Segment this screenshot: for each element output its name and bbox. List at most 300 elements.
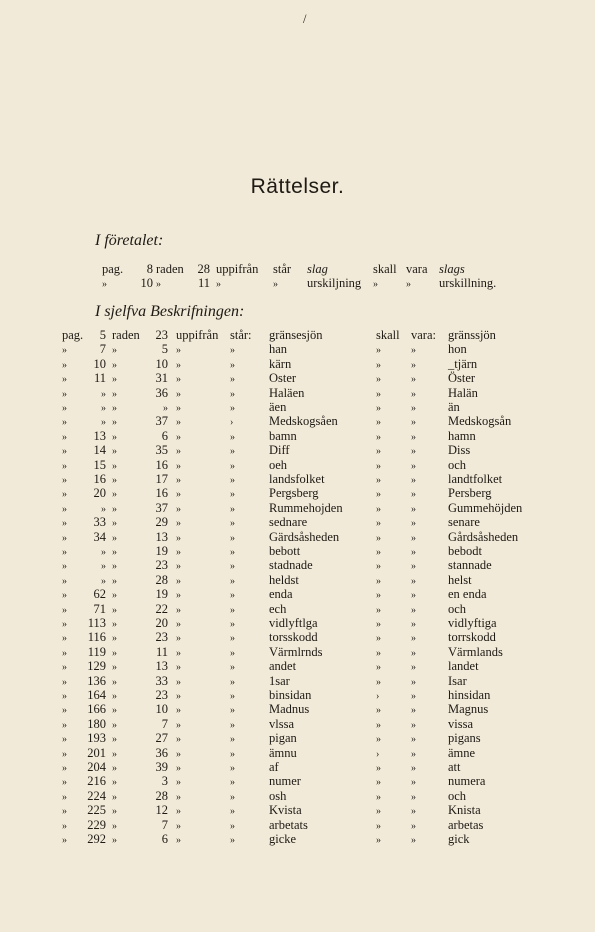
- errata-pre: »: [62, 417, 67, 429]
- errata-col-raden: »: [112, 345, 117, 357]
- errata-skall: »: [376, 403, 381, 414]
- errata-line: 7: [161, 817, 168, 832]
- errata-right: Knista: [448, 803, 481, 818]
- errata-line: 36: [155, 745, 168, 760]
- errata-col-raden: »: [112, 547, 117, 558]
- errata-col-raden: »: [112, 763, 117, 774]
- errata-pre: »: [62, 791, 67, 803]
- errata-page: 10: [93, 356, 106, 371]
- errata-col-star: »: [230, 575, 235, 587]
- errata-col-star: »: [230, 518, 235, 530]
- errata-skall: »: [376, 777, 381, 789]
- errata-col-star: »: [230, 359, 235, 371]
- errata-skall: skall: [373, 262, 397, 276]
- errata-skall: »: [376, 662, 381, 674]
- errata-line: 28: [197, 262, 210, 276]
- errata-vara: »: [411, 604, 416, 616]
- errata-col-dir: »: [176, 734, 181, 746]
- errata-col-dir: »: [176, 475, 181, 486]
- errata-wrong: 1sar: [269, 673, 290, 688]
- errata-line: 20: [155, 616, 168, 630]
- errata-skall: »: [376, 647, 381, 659]
- errata-skall: »: [376, 604, 381, 616]
- errata-page: 13: [93, 428, 106, 443]
- errata-page: 7: [99, 342, 106, 357]
- errata-page: 10: [140, 276, 153, 290]
- errata-pre: »: [62, 820, 67, 832]
- errata-col-star: »: [230, 475, 235, 486]
- errata-vara: »: [411, 763, 416, 774]
- errata-skall: »: [376, 763, 381, 774]
- errata-right: Persberg: [448, 486, 492, 501]
- errata-skall: »: [376, 676, 381, 688]
- errata-right: Medskogsån: [448, 414, 512, 429]
- errata-vara: »: [411, 734, 416, 746]
- errata-vara: »: [411, 647, 416, 659]
- errata-skall: »: [376, 547, 381, 558]
- errata-col-dir: »: [176, 547, 181, 558]
- errata-line: 13: [155, 529, 168, 544]
- errata-col-star: »: [230, 403, 235, 414]
- errata-right: och: [448, 788, 467, 803]
- errata-vara: »: [411, 388, 416, 400]
- errata-skall: »: [376, 475, 381, 486]
- errata-pre: »: [62, 388, 67, 400]
- errata-wrong: vidlyftlga: [269, 616, 318, 630]
- errata-pre: »: [62, 431, 67, 443]
- errata-col-star: »: [230, 345, 235, 357]
- errata-col-star: »: [230, 604, 235, 616]
- errata-pre: »: [62, 734, 67, 746]
- errata-col-dir: »: [176, 446, 181, 458]
- errata-col-star: står: [273, 262, 292, 276]
- errata-wrong: Gärdsåsheden: [269, 529, 340, 544]
- errata-col-dir: »: [176, 835, 181, 846]
- errata-line: 19: [155, 587, 168, 602]
- errata-page: 20: [93, 486, 106, 501]
- errata-skall: »: [376, 518, 381, 530]
- errata-skall: »: [376, 359, 381, 371]
- errata-vara: »: [411, 518, 416, 530]
- errata-vara: »: [411, 359, 416, 371]
- errata-right: än: [448, 400, 460, 414]
- errata-vara: »: [411, 489, 416, 501]
- errata-wrong: landsfolket: [269, 472, 325, 486]
- errata-vara: »: [411, 561, 416, 573]
- errata-col-dir: »: [176, 791, 181, 803]
- errata-col-dir: »: [176, 806, 181, 818]
- errata-skall: skall: [376, 328, 400, 342]
- errata-page: 14: [93, 443, 106, 458]
- errata-page: 204: [87, 760, 106, 774]
- errata-pre: »: [62, 763, 67, 774]
- errata-pre: »: [62, 575, 67, 587]
- errata-skall: »: [376, 431, 381, 443]
- errata-col-raden: »: [112, 791, 117, 803]
- errata-line: 3: [161, 774, 168, 789]
- errata-line: 13: [155, 659, 168, 674]
- errata-line: 39: [155, 760, 168, 774]
- errata-col-dir: »: [176, 777, 181, 789]
- errata-skall: »: [376, 633, 381, 645]
- errata-wrong: äen: [269, 400, 287, 414]
- errata-right: att: [448, 760, 461, 774]
- errata-page: 164: [87, 688, 106, 702]
- errata-page: »: [101, 547, 106, 558]
- errata-vara: »: [411, 460, 416, 472]
- errata-col-star: »: [230, 777, 235, 789]
- errata-skall: »: [376, 820, 381, 832]
- errata-line: 28: [155, 788, 168, 803]
- errata-right: landtfolket: [448, 472, 503, 486]
- errata-page: 16: [93, 472, 106, 486]
- errata-col-dir: »: [176, 345, 181, 357]
- errata-col-raden: »: [112, 691, 117, 702]
- errata-col-star: »: [230, 791, 235, 803]
- errata-col-dir: »: [176, 676, 181, 688]
- errata-col-raden: »: [112, 719, 117, 731]
- errata-page: 5: [99, 328, 106, 342]
- errata-right: Gummehöjden: [448, 500, 523, 515]
- errata-right: vissa: [448, 716, 473, 731]
- errata-wrong: binsidan: [269, 688, 312, 702]
- errata-page: 116: [87, 630, 106, 645]
- errata-vara: »: [411, 633, 416, 645]
- errata-line: 11: [197, 276, 210, 290]
- errata-right: vidlyftiga: [448, 616, 497, 630]
- errata-vara: »: [411, 431, 416, 443]
- errata-col-dir: »: [176, 431, 181, 443]
- errata-wrong: stadnade: [269, 558, 313, 573]
- errata-right: hinsidan: [448, 688, 491, 702]
- errata-pre: »: [62, 359, 67, 371]
- errata-page: »: [101, 561, 106, 573]
- errata-col-raden: »: [112, 590, 117, 602]
- errata-vara: »: [411, 446, 416, 458]
- errata-wrong: arbetats: [269, 817, 308, 832]
- errata-col-star: »: [230, 590, 235, 602]
- errata-line: 10: [155, 702, 168, 717]
- errata-wrong: ämnu: [269, 745, 297, 760]
- errata-pre: »: [62, 460, 67, 472]
- errata-line: 37: [155, 500, 168, 515]
- errata-right: Värmlands: [448, 644, 503, 659]
- errata-col-raden: »: [156, 279, 161, 290]
- errata-line: 28: [155, 572, 168, 587]
- errata-col-raden: »: [112, 734, 117, 746]
- errata-vara: »: [411, 835, 416, 846]
- errata-col-dir: »: [176, 489, 181, 501]
- errata-col-raden: »: [112, 489, 117, 501]
- errata-skall: »: [376, 532, 381, 544]
- errata-wrong: osh: [269, 788, 287, 803]
- errata-vara: »: [406, 279, 411, 290]
- errata-skall: »: [376, 719, 381, 731]
- errata-wrong: numer: [269, 774, 301, 789]
- errata-col-raden: »: [112, 748, 117, 760]
- errata-vara: »: [411, 662, 416, 674]
- errata-right: Diss: [448, 443, 471, 458]
- errata-col-raden: raden: [156, 262, 184, 276]
- errata-wrong: pigan: [269, 731, 297, 746]
- errata-page: 119: [87, 644, 106, 659]
- errata-col-raden: »: [112, 676, 117, 688]
- errata-pre: »: [62, 374, 67, 386]
- errata-right: senare: [448, 515, 480, 530]
- errata-vara: »: [411, 547, 416, 558]
- errata-col-raden: »: [112, 647, 117, 659]
- errata-line: 6: [161, 428, 168, 443]
- errata-col-star: »: [230, 691, 235, 702]
- errata-skall: »: [376, 345, 381, 357]
- errata-pre: »: [62, 619, 67, 630]
- errata-skall: »: [376, 374, 381, 386]
- errata-page: 216: [87, 774, 106, 789]
- errata-right: arbetas: [448, 817, 484, 832]
- errata-wrong: slag: [307, 262, 328, 276]
- errata-col-star: »: [230, 374, 235, 386]
- errata-skall: »: [376, 791, 381, 803]
- errata-skall: »: [376, 806, 381, 818]
- errata-pre: »: [62, 446, 67, 458]
- errata-vara: »: [411, 374, 416, 386]
- errata-col-raden: »: [112, 777, 117, 789]
- errata-col-raden: »: [112, 835, 117, 846]
- section-heading: I sjelfva Beskrifningen:: [95, 303, 245, 320]
- errata-col-raden: »: [112, 403, 117, 414]
- errata-line: 6: [161, 832, 168, 846]
- errata-right: torrskodd: [448, 630, 496, 645]
- errata-vara: »: [411, 676, 416, 688]
- errata-col-dir: »: [176, 561, 181, 573]
- errata-page: »: [101, 503, 106, 515]
- errata-col-star: »: [230, 734, 235, 746]
- errata-wrong: Medskogsåen: [269, 414, 338, 429]
- errata-page: 136: [87, 673, 106, 688]
- errata-line: 23: [155, 630, 168, 645]
- errata-line: 35: [155, 443, 168, 458]
- errata-col-dir: »: [176, 820, 181, 832]
- errata-col-dir: uppifrån: [176, 328, 219, 342]
- errata-skall: »: [376, 417, 381, 429]
- errata-pre: »: [62, 647, 67, 659]
- errata-pre: »: [62, 676, 67, 688]
- errata-vara: »: [411, 691, 416, 702]
- errata-col-dir: »: [176, 532, 181, 544]
- errata-pre: pag.: [62, 328, 84, 342]
- errata-col-dir: »: [176, 388, 181, 400]
- errata-wrong: gränsesjön: [269, 328, 323, 342]
- errata-col-dir: »: [176, 417, 181, 429]
- errata-page: 11: [93, 371, 106, 386]
- errata-right: landet: [448, 659, 479, 674]
- errata-col-star: »: [230, 820, 235, 832]
- errata-col-raden: »: [112, 446, 117, 458]
- errata-skall: »: [376, 489, 381, 501]
- errata-col-dir: »: [176, 719, 181, 731]
- errata-wrong: Oster: [269, 371, 297, 386]
- errata-right: helst: [448, 572, 472, 587]
- errata-col-star: ›: [230, 417, 234, 429]
- errata-col-raden: »: [112, 806, 117, 818]
- errata-wrong: oeh: [269, 457, 288, 472]
- errata-vara: »: [411, 791, 416, 803]
- errata-page: »: [101, 417, 106, 429]
- errata-pre: »: [62, 489, 67, 501]
- errata-right: _tjärn: [448, 356, 478, 371]
- errata-skall: »: [376, 590, 381, 602]
- errata-vara: »: [411, 590, 416, 602]
- errata-page: 193: [87, 731, 106, 746]
- errata-wrong: urskiljning: [307, 276, 362, 290]
- errata-right: slags: [439, 262, 465, 276]
- errata-pre: »: [62, 518, 67, 530]
- errata-col-raden: »: [112, 619, 117, 630]
- errata-col-dir: »: [216, 279, 221, 290]
- errata-wrong: Värmlrnds: [269, 644, 323, 659]
- errata-pre: »: [62, 719, 67, 731]
- errata-right: Gårdsåsheden: [448, 529, 519, 544]
- errata-line: 5: [161, 342, 168, 357]
- errata-pre: »: [62, 633, 67, 645]
- errata-wrong: heldst: [269, 572, 299, 587]
- errata-right: numera: [448, 774, 486, 789]
- errata-skall: »: [376, 575, 381, 587]
- errata-vara: »: [411, 705, 416, 717]
- errata-line: 7: [161, 716, 168, 731]
- errata-vara: »: [411, 503, 416, 515]
- errata-col-star: »: [230, 835, 235, 846]
- errata-skall: ›: [376, 691, 380, 702]
- errata-vara: »: [411, 748, 416, 760]
- errata-page: 71: [93, 601, 106, 616]
- errata-wrong: bamn: [269, 428, 297, 443]
- errata-wrong: vlssa: [269, 716, 294, 731]
- errata-line: 23: [155, 328, 168, 342]
- errata-line: 12: [155, 803, 168, 818]
- errata-col-dir: »: [176, 590, 181, 602]
- section-heading: I företalet:: [95, 232, 164, 249]
- errata-col-star: »: [230, 719, 235, 731]
- errata-line: 31: [155, 371, 168, 386]
- errata-skall: »: [376, 460, 381, 472]
- errata-wrong: torsskodd: [269, 630, 318, 645]
- errata-wrong: Diff: [269, 443, 290, 458]
- errata-col-star: »: [230, 647, 235, 659]
- errata-page: 15: [93, 457, 106, 472]
- errata-col-star: »: [230, 431, 235, 443]
- errata-right: Halän: [448, 385, 478, 400]
- errata-line: 36: [155, 385, 168, 400]
- errata-page: 201: [87, 745, 106, 760]
- errata-right: hon: [448, 342, 467, 357]
- errata-pre: »: [102, 279, 107, 290]
- errata-right: stannade: [448, 558, 492, 573]
- errata-wrong: Madnus: [269, 702, 310, 717]
- errata-line: 29: [155, 515, 168, 530]
- errata-right: bebodt: [448, 544, 483, 558]
- errata-vara: »: [411, 719, 416, 731]
- errata-vara: »: [411, 777, 416, 789]
- errata-page: »: [101, 403, 106, 414]
- errata-right: gick: [448, 832, 470, 846]
- errata-vara: »: [411, 806, 416, 818]
- errata-col-raden: »: [112, 518, 117, 530]
- errata-col-star: »: [273, 279, 278, 290]
- errata-col-dir: »: [176, 359, 181, 371]
- errata-pre: »: [62, 691, 67, 702]
- errata-col-star: »: [230, 532, 235, 544]
- errata-col-dir: »: [176, 604, 181, 616]
- errata-pre: »: [62, 604, 67, 616]
- errata-skall: »: [376, 388, 381, 400]
- errata-wrong: andet: [269, 659, 297, 674]
- errata-skall: »: [376, 561, 381, 573]
- errata-col-raden: »: [112, 417, 117, 429]
- errata-right: och: [448, 457, 467, 472]
- errata-col-dir: »: [176, 503, 181, 515]
- errata-skall: »: [376, 705, 381, 717]
- errata-col-dir: »: [176, 460, 181, 472]
- errata-skall: »: [376, 619, 381, 630]
- errata-col-star: »: [230, 561, 235, 573]
- errata-line: »: [163, 403, 168, 414]
- errata-col-star: »: [230, 806, 235, 818]
- errata-pre: »: [62, 705, 67, 717]
- errata-page: 224: [87, 788, 106, 803]
- errata-page: 113: [87, 616, 106, 630]
- errata-wrong: sednare: [269, 515, 308, 530]
- errata-col-star: »: [230, 388, 235, 400]
- errata-col-raden: »: [112, 460, 117, 472]
- errata-pre: »: [62, 777, 67, 789]
- errata-line: 22: [155, 601, 168, 616]
- errata-pre: pag.: [102, 262, 124, 276]
- errata-skall: »: [376, 835, 381, 846]
- errata-wrong: Rummehojden: [269, 500, 343, 515]
- errata-wrong: Haläen: [269, 385, 305, 400]
- errata-line: 17: [155, 472, 168, 486]
- errata-col-dir: »: [176, 763, 181, 774]
- errata-col-dir: »: [176, 619, 181, 630]
- errata-page: 33: [93, 515, 106, 530]
- errata-pre: »: [62, 835, 67, 846]
- errata-page: »: [101, 388, 106, 400]
- errata-line: 27: [155, 731, 168, 746]
- errata-page: 166: [87, 702, 106, 717]
- errata-col-raden: »: [112, 431, 117, 443]
- errata-col-dir: »: [176, 691, 181, 702]
- errata-col-dir: »: [176, 518, 181, 530]
- errata-pre: »: [62, 403, 67, 414]
- errata-line: 10: [155, 356, 168, 371]
- errata-pre: »: [62, 547, 67, 558]
- errata-wrong: bebott: [269, 544, 301, 558]
- errata-page: 292: [87, 832, 106, 846]
- errata-col-star: »: [230, 619, 235, 630]
- errata-page: 225: [87, 803, 106, 818]
- errata-wrong: ech: [269, 601, 287, 616]
- errata-page: »: [101, 575, 106, 587]
- errata-line: 23: [155, 688, 168, 702]
- errata-col-star: »: [230, 633, 235, 645]
- errata-col-star: »: [230, 676, 235, 688]
- errata-col-star: står:: [230, 328, 252, 342]
- errata-vara: »: [411, 345, 416, 357]
- errata-line: 33: [155, 673, 168, 688]
- errata-col-raden: »: [112, 705, 117, 717]
- errata-col-dir: »: [176, 633, 181, 645]
